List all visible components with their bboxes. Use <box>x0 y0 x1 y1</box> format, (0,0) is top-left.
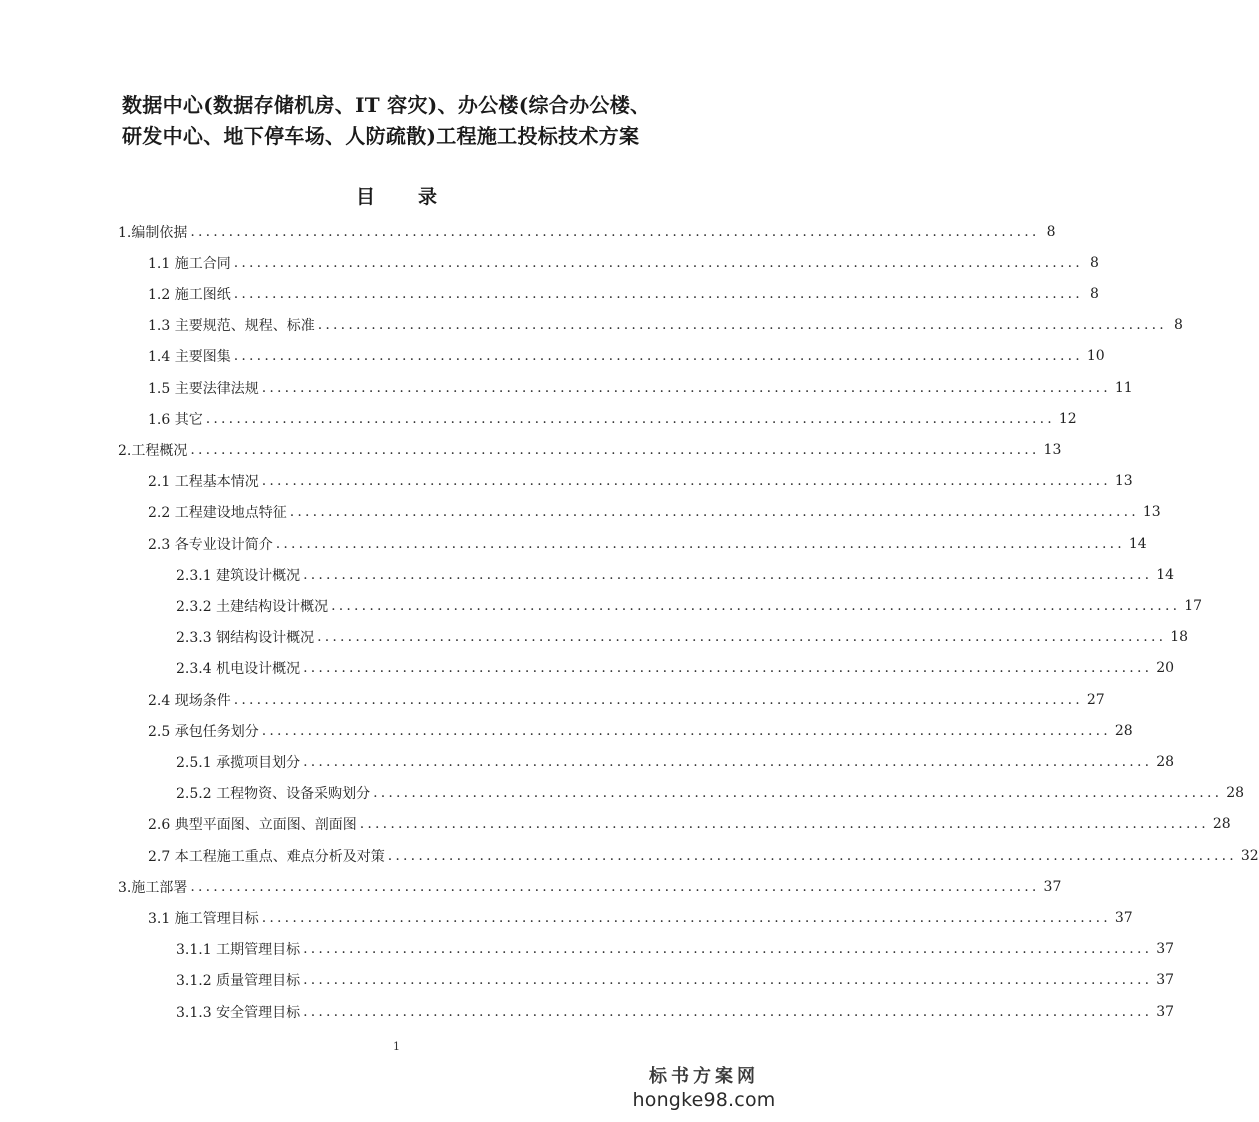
toc-entry-label: 2.工程概况 <box>118 442 188 459</box>
toc-entry-label: 3.1.1 工期管理目标 <box>176 942 301 959</box>
toc-dot-leader: ............................................................................................................... <box>317 629 1167 646</box>
toc-entry[interactable] <box>148 341 1105 372</box>
toc-dot-leader: ............................................................................................................... <box>359 816 1209 833</box>
toc-dot-leader: ............................................................................................................... <box>387 847 1237 864</box>
toc-dot-leader: ............................................................................................................... <box>303 972 1153 989</box>
toc-entry-label: 1.4 主要图集 <box>148 349 231 366</box>
toc-entry-label: 2.5.2 工程物资、设备采购划分 <box>176 786 371 803</box>
toc-entry-label: 1.编制依据 <box>118 224 188 241</box>
toc-entry-page-number: 18 <box>1170 629 1189 646</box>
toc-dot-leader: ............................................................................................................... <box>190 223 1040 240</box>
toc-entry-label: 1.3 主要规范、规程、标准 <box>148 318 315 335</box>
toc-entry-page-number: 28 <box>1156 753 1175 770</box>
toc-entry[interactable] <box>148 840 1259 871</box>
watermark-logo <box>629 1066 779 1112</box>
toc-entry[interactable] <box>176 934 1175 965</box>
toc-dot-leader: ............................................................................................................... <box>331 597 1181 614</box>
toc-entry-label: 3.1.2 质量管理目标 <box>176 973 301 990</box>
document-title-line-1: 数据中心(数据存储机房、IT 容灾)、办公楼(综合办公楼、 <box>122 93 651 117</box>
toc-entry[interactable] <box>148 466 1133 497</box>
toc-entry[interactable] <box>118 871 1062 902</box>
toc-entry-label: 2.7 本工程施工重点、难点分析及对策 <box>148 848 385 865</box>
toc-dot-leader: ............................................................................................................... <box>190 441 1040 458</box>
toc-entry-page-number: 14 <box>1128 535 1147 552</box>
toc-entry-page-number: 28 <box>1226 785 1245 802</box>
toc-entry[interactable] <box>176 965 1175 996</box>
toc-entry[interactable] <box>176 778 1245 809</box>
toc-entry-label: 2.1 工程基本情况 <box>148 474 259 491</box>
toc-dot-leader: ............................................................................................................... <box>233 348 1083 365</box>
toc-entry[interactable] <box>148 902 1133 933</box>
toc-entry-label: 3.施工部署 <box>118 879 188 896</box>
toc-dot-leader: ............................................................................................................... <box>275 535 1125 552</box>
toc-entry[interactable] <box>176 559 1175 590</box>
toc-entry-page-number: 8 <box>1046 223 1056 240</box>
toc-dot-leader: ............................................................................................................... <box>303 660 1153 677</box>
toc-entry-page-number: 37 <box>1156 972 1175 989</box>
toc-dot-leader: ............................................................................................................... <box>233 691 1083 708</box>
toc-entry-page-number: 17 <box>1184 597 1203 614</box>
toc-dot-leader: ............................................................................................................... <box>303 941 1153 958</box>
toc-entry-page-number: 10 <box>1086 348 1105 365</box>
toc-entry-page-number: 8 <box>1089 285 1099 302</box>
toc-dot-leader: ............................................................................................................... <box>303 1003 1153 1020</box>
toc-entry[interactable] <box>148 497 1161 528</box>
toc-entry-page-number: 32 <box>1240 847 1259 864</box>
toc-entry[interactable] <box>148 528 1147 559</box>
toc-entry-label: 2.3.3 钢结构设计概况 <box>176 630 315 647</box>
toc-entry-page-number: 28 <box>1212 816 1231 833</box>
toc-entry-label: 2.3.2 土建结构设计概况 <box>176 598 329 615</box>
document-title-line-2: 研发中心、地下停车场、人防疏散)工程施工投标技术方案 <box>122 124 640 148</box>
watermark-domain: hongke98.com <box>632 1089 776 1111</box>
toc-entry-label: 3.1 施工管理目标 <box>148 910 259 927</box>
toc-dot-leader: ............................................................................................................... <box>261 909 1111 926</box>
toc-entry-page-number: 13 <box>1114 473 1133 490</box>
toc-entry-label: 2.3.1 建筑设计概况 <box>176 567 301 584</box>
toc-dot-leader: ............................................................................................................... <box>205 410 1055 427</box>
toc-entry[interactable] <box>148 403 1077 434</box>
toc-entry-page-number: 37 <box>1156 941 1175 958</box>
toc-entry-page-number: 28 <box>1114 722 1133 739</box>
toc-entry-page-number: 27 <box>1086 691 1105 708</box>
toc-entry-page-number: 11 <box>1114 379 1133 396</box>
watermark-site-name: 标书方案网 <box>649 1066 759 1087</box>
toc-entry-page-number: 37 <box>1043 878 1062 895</box>
toc-dot-leader: ............................................................................................................... <box>289 504 1139 521</box>
toc-entry-page-number: 13 <box>1043 441 1062 458</box>
toc-entry-page-number: 20 <box>1156 660 1175 677</box>
toc-entry-page-number: 37 <box>1156 1003 1175 1020</box>
toc-entry-label: 2.5.1 承揽项目划分 <box>176 754 301 771</box>
toc-entry[interactable] <box>148 715 1133 746</box>
toc-entry-label: 2.3.4 机电设计概况 <box>176 661 301 678</box>
toc-entry-label: 1.1 施工合同 <box>148 255 231 272</box>
document-title <box>122 90 722 152</box>
toc-entry-label: 2.4 现场条件 <box>148 692 231 709</box>
toc-entry-label: 2.2 工程建设地点特征 <box>148 505 287 522</box>
page-number: 1 <box>393 1040 400 1053</box>
toc-dot-leader: ............................................................................................................... <box>303 566 1153 583</box>
toc-dot-leader: ............................................................................................................... <box>261 379 1111 396</box>
toc-entry[interactable] <box>176 590 1203 621</box>
toc-entry[interactable] <box>176 653 1175 684</box>
toc-entry[interactable] <box>148 278 1099 309</box>
toc-entry-page-number: 37 <box>1114 909 1133 926</box>
toc-entry[interactable] <box>118 434 1062 465</box>
toc-dot-leader: ............................................................................................................... <box>233 254 1083 271</box>
toc-entry-page-number: 8 <box>1173 317 1183 334</box>
toc-entry-page-number: 8 <box>1089 254 1099 271</box>
toc-entry[interactable] <box>148 809 1231 840</box>
toc-dot-leader: ............................................................................................................... <box>190 878 1040 895</box>
toc-entry-label: 1.2 施工图纸 <box>148 286 231 303</box>
toc-entry-page-number: 14 <box>1156 566 1175 583</box>
toc-entry-label: 2.3 各专业设计简介 <box>148 536 273 553</box>
toc-entry[interactable] <box>118 216 1056 247</box>
toc-entry[interactable] <box>148 310 1183 341</box>
toc-dot-leader: ............................................................................................................... <box>261 722 1111 739</box>
toc-entry-label: 3.1.3 安全管理目标 <box>176 1004 301 1021</box>
toc-dot-leader: ............................................................................................................... <box>373 785 1223 802</box>
toc-dot-leader: ............................................................................................................... <box>303 753 1153 770</box>
toc-entry-label: 1.5 主要法律法规 <box>148 380 259 397</box>
toc-entry[interactable] <box>148 247 1099 278</box>
toc-entry-label: 2.6 典型平面图、立面图、剖面图 <box>148 817 357 834</box>
toc-entry[interactable] <box>148 684 1105 715</box>
toc-dot-leader: ............................................................................................................... <box>261 473 1111 490</box>
toc-dot-leader: ............................................................................................................... <box>233 285 1083 302</box>
toc-entry[interactable] <box>148 372 1133 403</box>
toc-entry-page-number: 12 <box>1058 410 1077 427</box>
toc-entry-label: 2.5 承包任务划分 <box>148 723 259 740</box>
toc-heading: 目 录 <box>355 186 449 208</box>
toc-entry[interactable] <box>176 746 1175 777</box>
toc-dot-leader: ............................................................................................................... <box>317 317 1167 334</box>
toc-entry-label: 1.6 其它 <box>148 411 203 428</box>
toc-entry[interactable] <box>176 996 1175 1027</box>
toc-entry[interactable] <box>176 622 1189 653</box>
toc-entry-page-number: 13 <box>1142 504 1161 521</box>
